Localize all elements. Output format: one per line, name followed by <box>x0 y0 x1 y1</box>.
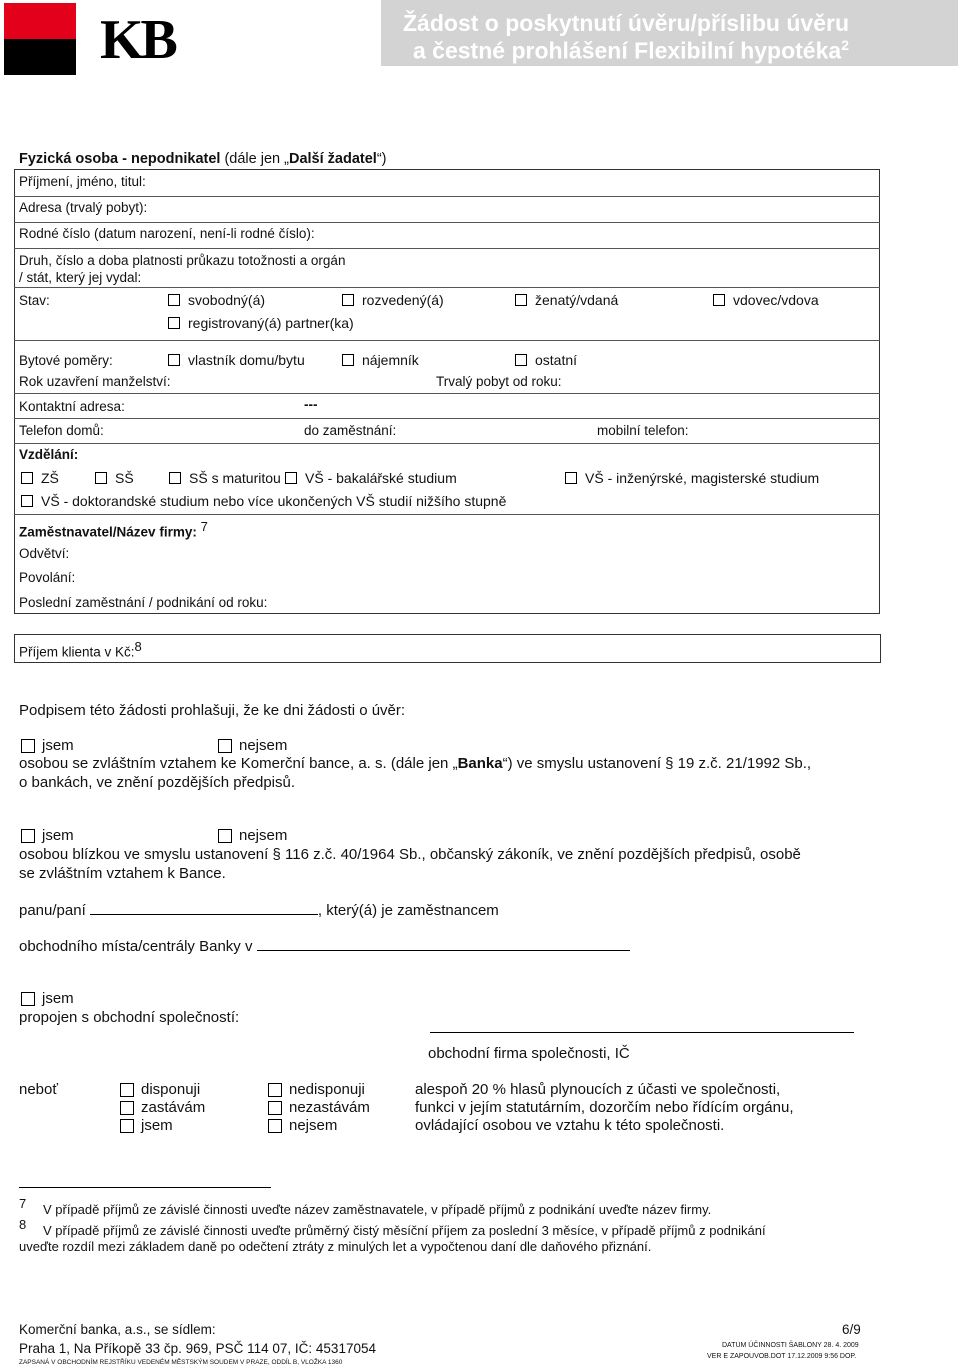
declaration3-jsem[interactable] <box>21 990 74 1007</box>
housing-option-other[interactable] <box>515 352 577 368</box>
declaration2-nejsem[interactable] <box>218 827 287 844</box>
education-option-bachelor[interactable] <box>285 470 457 486</box>
employee-name-input[interactable] <box>90 900 318 915</box>
checkbox[interactable] <box>21 472 33 484</box>
checkbox[interactable] <box>218 739 232 753</box>
section-sign-icon: § <box>665 755 674 772</box>
logo-black-square <box>4 39 76 75</box>
option-disponuji[interactable] <box>120 1081 200 1098</box>
condition-line: alespoň 20 % hlasů plynoucích z účasti ve společnosti, <box>415 1081 781 1098</box>
option-label: VŠ - doktorandské studium nebo více ukončených VŠ studií nižšího stupně <box>41 493 507 509</box>
checkbox[interactable] <box>268 1101 282 1115</box>
employer-label: Zaměstnavatel/Název firmy: <box>19 524 197 540</box>
housing-option-owner[interactable] <box>168 352 305 368</box>
row-divider <box>14 514 880 515</box>
field-marriage-year[interactable]: Rok uzavření manželství: <box>19 374 171 389</box>
field-occupation[interactable]: Povolání: <box>19 570 76 585</box>
option-nejsem[interactable] <box>268 1117 337 1134</box>
field-last-job[interactable]: Poslední zaměstnání / podnikání od roku: <box>19 595 268 610</box>
declaration1-text: osobou se zvláštním vztahem ke Komerční bance, a. s. (dále jen „Banka“) ve smyslu ustanovení § 19 z.č. 21/1992 Sb., o bankách, ve znění pozdějších předpisů. <box>19 755 812 791</box>
field-industry[interactable]: Odvětví: <box>19 546 70 561</box>
option-label: rozvedený(á) <box>362 292 444 308</box>
checkbox[interactable] <box>268 1083 282 1097</box>
option-label: nejsem <box>289 1117 338 1134</box>
condition-text <box>415 1081 794 1135</box>
section-heading: Fyzická osoba - nepodnikatel (dále jen „Další žadatel“) <box>19 151 387 167</box>
education-option-master[interactable] <box>565 470 819 486</box>
option-nedisponuji[interactable] <box>268 1081 365 1098</box>
status-option-widowed[interactable] <box>713 292 819 308</box>
kb-logo <box>4 3 210 75</box>
option-label: nejsem <box>239 737 288 754</box>
option-label: nájemník <box>362 352 419 368</box>
row-divider <box>14 248 880 249</box>
checkbox[interactable] <box>95 472 107 484</box>
template-validity: DATUM ÚČINNOSTI ŠABLONY 28. 4. 2009 <box>722 1342 859 1349</box>
checkbox[interactable] <box>168 354 180 366</box>
option-label: zastávám <box>141 1099 206 1116</box>
education-option-ss-maturita[interactable] <box>169 470 281 486</box>
footnote-7-number: 7 <box>19 1196 27 1211</box>
status-option-married[interactable] <box>515 292 618 308</box>
row-divider <box>14 393 880 394</box>
checkbox[interactable] <box>120 1119 134 1133</box>
option-nezastavam[interactable] <box>268 1099 370 1116</box>
id-doc-line1: Druh, číslo a doba platnosti průkazu totožnosti a orgán <box>19 253 346 268</box>
field-name[interactable]: Příjmení, jméno, titul: <box>19 174 146 189</box>
checkbox[interactable] <box>515 354 527 366</box>
footnote-ref-7: 7 <box>200 519 208 534</box>
option-label: nezastávám <box>289 1099 370 1116</box>
checkbox[interactable] <box>21 992 35 1006</box>
field-id-document[interactable] <box>19 252 345 286</box>
checkbox[interactable] <box>515 294 527 306</box>
linked-company-text: propojen s obchodní společností: <box>19 1009 240 1026</box>
checkbox[interactable] <box>342 294 354 306</box>
footer-bank-name: Komerční banka, a.s., se sídlem: <box>19 1322 216 1337</box>
footnote-separator <box>19 1187 271 1188</box>
row-divider <box>14 196 880 197</box>
option-label: SŠ <box>115 470 134 486</box>
checkbox[interactable] <box>21 739 35 753</box>
footer-register: ZAPSANÁ V OBCHODNÍM REJSTŘÍKU VEDENÉM MĚSTSKÝM SOUDEM V PRAZE, ODDÍL B, VLOŽKA 1360 <box>19 1359 343 1366</box>
field-employer[interactable] <box>19 519 208 540</box>
option-label: ženatý/vdaná <box>535 292 619 308</box>
contact-dashes: --- <box>304 397 318 412</box>
checkbox[interactable] <box>168 317 180 329</box>
row-divider <box>14 340 880 341</box>
checkbox[interactable] <box>268 1119 282 1133</box>
income-box[interactable] <box>14 634 881 663</box>
option-label: nedisponuji <box>289 1081 365 1098</box>
field-address[interactable]: Adresa (trvalý pobyt): <box>19 200 148 215</box>
checkbox[interactable] <box>21 495 33 507</box>
row-divider <box>14 222 880 223</box>
logo-text: KB <box>100 9 175 71</box>
footnote-8-text: V případě příjmů ze závislé činnosti uveďte průměrný čistý měsíční příjem za poslední 3 měsíce, v případě příjmů z podnikání uveďte rozdíl mezi základem daně po odečtení ztráty z minulých let a vypočtenou daní dle daňového přiznání. <box>19 1223 766 1254</box>
checkbox[interactable] <box>565 472 577 484</box>
checkbox[interactable] <box>713 294 725 306</box>
header-title-line2: a čestné prohlášení Flexibilní hypotéka$^2$ <box>413 37 849 64</box>
option-label: jsem <box>141 1117 173 1134</box>
education-option-ss[interactable] <box>95 470 134 486</box>
footer-bank-address: Praha 1, Na Příkopě 33 čp. 969, PSČ 114 07, IČ: 45317054 <box>19 1341 376 1356</box>
logo-red-square <box>4 3 76 39</box>
condition-line: ovládající osobou ve vztahu k této společnosti. <box>415 1117 725 1134</box>
section-sign-icon: § <box>272 846 281 863</box>
status-option-single[interactable] <box>168 292 265 308</box>
declaration1-jsem[interactable] <box>21 737 74 754</box>
employee-line: panu/paní , který(á) je zaměstnancem <box>19 902 499 919</box>
row-divider <box>14 443 880 444</box>
education-option-zs[interactable] <box>21 470 59 486</box>
declaration1-nejsem[interactable] <box>218 737 287 754</box>
option-label: ostatní <box>535 352 578 368</box>
id-doc-line2: / stát, který jej vydal: <box>19 270 142 285</box>
checkbox[interactable] <box>218 829 232 843</box>
page-number: 6/9 <box>842 1322 861 1337</box>
option-label: nejsem <box>239 827 288 844</box>
checkbox[interactable] <box>285 472 297 484</box>
option-label: ZŠ <box>41 470 59 486</box>
checkbox[interactable] <box>120 1083 134 1097</box>
option-label: VŠ - inženýrské, magisterské studium <box>585 470 820 486</box>
income-label: Příjem klienta v Kč:$^8$ <box>19 639 142 660</box>
checkbox[interactable] <box>21 829 35 843</box>
option-label: registrovaný(á) partner(ka) <box>188 315 354 331</box>
option-label: vdovec/vdova <box>733 292 819 308</box>
status-option-divorced[interactable] <box>342 292 444 308</box>
housing-label: Bytové poměry: <box>19 353 113 368</box>
option-label: SŠ s maturitou <box>189 470 281 486</box>
condition-line: funkci v jejím statutárním, dozorčím nebo řídícím orgánu, <box>415 1099 794 1116</box>
checkbox[interactable] <box>120 1101 134 1115</box>
option-jsem[interactable] <box>120 1117 173 1134</box>
field-phone-home[interactable]: Telefon domů: <box>19 423 104 438</box>
declaration2-text: osobou blízkou ve smyslu ustanovení § 116 z.č. 40/1964 Sb., občanský zákoník, ve znění pozdějších předpisů, osobě se zvláštním vztahem k Bance. <box>19 846 801 882</box>
field-phone-work[interactable]: do zaměstnání: <box>304 423 397 438</box>
branch-line: obchodního místa/centrály Banky v <box>19 936 630 955</box>
field-residence-since[interactable]: Trvalý pobyt od roku: <box>436 374 562 389</box>
row-divider <box>14 418 880 419</box>
option-label: jsem <box>42 737 74 754</box>
declaration2-jsem[interactable] <box>21 827 74 844</box>
option-label: jsem <box>42 990 74 1007</box>
education-option-doctoral[interactable] <box>21 493 506 509</box>
footnote-8-number: 8 <box>19 1217 27 1232</box>
footnote-7-text: V případě příjmů ze závislé činnosti uveďte název zaměstnavatele, v případě příjmů z podnikání uveďte název firmy. <box>43 1202 712 1217</box>
declaration-intro: Podpisem této žádosti prohlašuji, že ke dni žádosti o úvěr: <box>19 702 406 719</box>
nebot-label: neboť <box>19 1081 58 1098</box>
checkbox[interactable] <box>342 354 354 366</box>
company-input-line[interactable] <box>430 1032 854 1033</box>
option-label: vlastník domu/bytu <box>188 352 305 368</box>
housing-option-tenant[interactable] <box>342 352 419 368</box>
status-label: Stav: <box>19 293 50 308</box>
option-zastavam[interactable] <box>120 1099 205 1116</box>
checkbox[interactable] <box>169 472 181 484</box>
header-title-line1: Žádost o poskytnutí úvěru/příslibu úvěru <box>403 10 849 36</box>
field-birth-number[interactable]: Rodné číslo (datum narození, není-li rodné číslo): <box>19 226 315 241</box>
header-title-box <box>381 0 958 66</box>
checkbox[interactable] <box>168 294 180 306</box>
field-contact-address[interactable]: Kontaktní adresa: <box>19 399 125 414</box>
branch-input[interactable] <box>257 936 630 951</box>
template-version: VER E ZAPOUVOB.DOT 17.12.2009 9:56 DOP. <box>707 1353 857 1360</box>
option-label: VŠ - bakalářské studium <box>305 470 457 486</box>
field-phone-mobile[interactable]: mobilní telefon: <box>597 423 689 438</box>
option-label: svobodný(á) <box>188 292 266 308</box>
option-label: jsem <box>42 827 74 844</box>
status-option-partner[interactable] <box>168 315 354 331</box>
row-divider <box>14 287 880 288</box>
education-label: Vzdělání: <box>19 447 79 462</box>
company-caption: obchodní firma společnosti, IČ <box>428 1045 630 1062</box>
option-label: disponuji <box>141 1081 201 1098</box>
